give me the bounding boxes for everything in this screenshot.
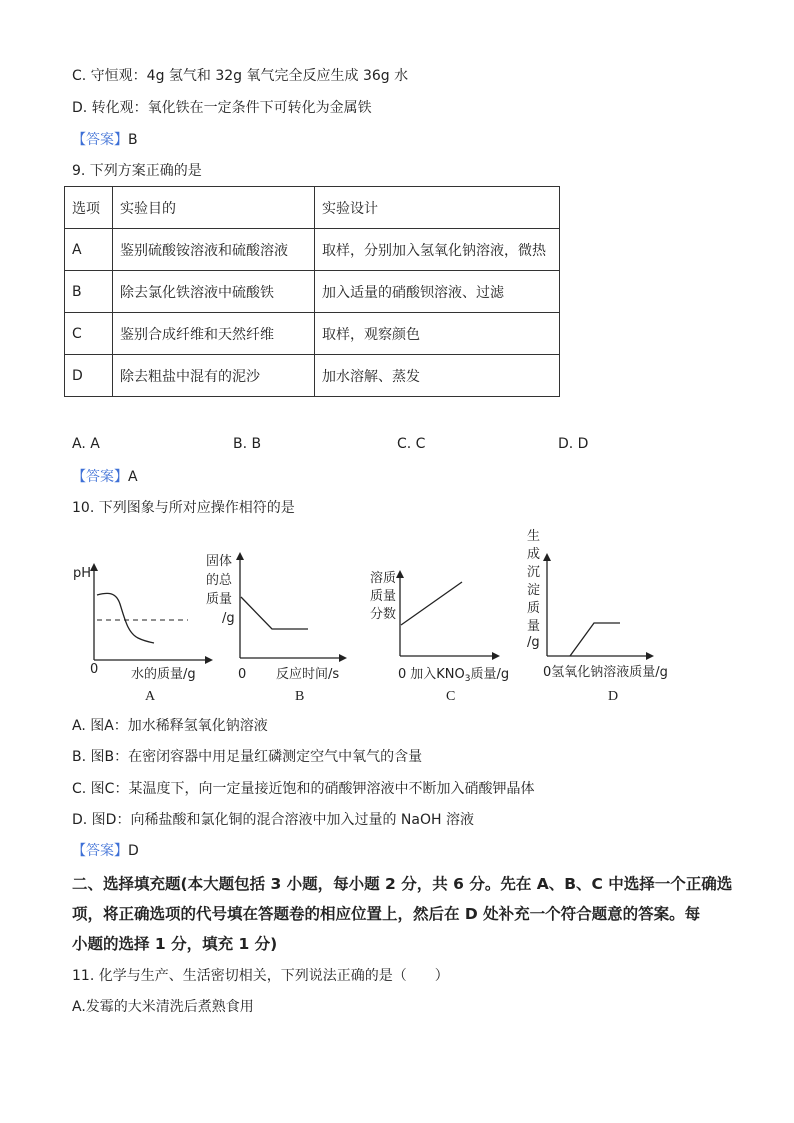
graph-d-x-label-text: 氢氧化钠溶液质量/g (551, 665, 668, 680)
graph-b-y-label-line: 质量 (206, 592, 233, 607)
graph-a-x-label: 水的质量/g (131, 667, 196, 682)
section-heading-line: 小题的选择 1 分，填充 1 分) (72, 935, 278, 953)
q10-option-d: D. 图D：向稀盐酸和氯化铜的混合溶液中加入过量的 NaOH 溶液 (72, 812, 474, 828)
q8-option-c: C. 守恒观：4g 氢气和 32g 氧气完全反应生成 36g 水 (72, 68, 409, 84)
graph-d-y-label-line: 淀 (527, 583, 541, 598)
q10-option-b: B. 图B：在密闭容器中用足量红磷测定空气中氧气的含量 (72, 749, 423, 765)
table-cell: B (65, 271, 113, 313)
graph-c-x-label-post: 质量/g (470, 667, 510, 682)
table-header-row (65, 187, 560, 229)
graph-d (527, 528, 668, 704)
table-row (65, 355, 560, 397)
table-cell: C (65, 313, 113, 355)
graph-d-caption: D (608, 689, 619, 704)
table-row (65, 229, 560, 271)
graph-a-caption: A (145, 689, 156, 704)
q11-stem: 11. 化学与生产、生活密切相关，下列说法正确的是（ ） (72, 968, 449, 984)
graph-d-y-label-line: /g (527, 635, 540, 650)
graph-d-y-label-line: 质 (527, 601, 541, 616)
graph-c-caption: C (446, 689, 456, 704)
graph-b-y-label-line: 固体 (206, 554, 233, 569)
graph-a-origin: 0 (90, 662, 99, 677)
graph-b-line (241, 597, 308, 629)
graph-c (370, 570, 509, 704)
table-row (65, 271, 560, 313)
q9-option-b: B. B (233, 436, 262, 452)
table-cell: 除去氯化铁溶液中硫酸铁 (113, 271, 315, 313)
table-cell: A (65, 229, 113, 271)
graph-c-x-label-sub: 3 (464, 674, 471, 684)
graph-d-origin: 0 (543, 665, 552, 680)
answer-label: 【答案】 (72, 132, 128, 148)
graph-d-y-label-line: 成 (527, 547, 541, 562)
graph-b (206, 553, 343, 704)
graph-a-curve (97, 593, 154, 643)
graph-c-line (401, 582, 462, 625)
graph-b-y-label-line: 的总 (206, 573, 233, 588)
graph-c-x-label-pre: 加入KNO (410, 667, 465, 682)
q9-option-c: C. C (397, 436, 426, 452)
table-cell: 加水溶解、蒸发 (315, 355, 560, 397)
table-cell: 鉴别合成纤维和天然纤维 (113, 313, 315, 355)
table-cell: 加入适量的硝酸钡溶液、过滤 (315, 271, 560, 313)
table-cell: 取样，分别加入氢氧化钠溶液，微热 (315, 229, 560, 271)
graph-d-y-label-line: 沉 (527, 565, 541, 580)
q9-table (64, 186, 560, 397)
graph-c-y-label-line: 溶质 (370, 571, 397, 586)
section-heading-line: 项，将正确选项的代号填在答题卷的相应位置上，然后在 D 处补充一个符合题意的答案。每 (72, 905, 701, 923)
section-heading-line: 二、选择填充题(本大题包括 3 小题，每小题 2 分，共 6 分。先在 A、B、C 中选择一个正确选 (72, 875, 733, 893)
table-cell: 除去粗盐中混有的泥沙 (113, 355, 315, 397)
q9-answer (72, 467, 138, 487)
table-row (65, 313, 560, 355)
graph-d-y-label-line: 量 (527, 619, 541, 634)
table-cell: D (65, 355, 113, 397)
answer-value: B (128, 132, 138, 148)
graph-c-x-label (398, 666, 509, 684)
graph-d-y-label-line: 生 (527, 529, 541, 544)
q8-option-d: D. 转化观：氧化铁在一定条件下可转化为金属铁 (72, 100, 372, 116)
graph-a-y-label: pH (73, 566, 92, 581)
answer-value: D (128, 843, 139, 859)
q10-option-a: A. 图A：加水稀释氢氧化钠溶液 (72, 718, 268, 734)
header-cell: 实验目的 (113, 187, 315, 229)
graph-b-origin: 0 (238, 667, 247, 682)
graph-c-y-label-line: 分数 (370, 607, 397, 622)
q10-answer (72, 841, 139, 861)
q11-option-a: A.发霉的大米清洗后煮熟食用 (72, 999, 254, 1015)
graph-a (73, 566, 209, 704)
graph-c-origin: 0 (398, 667, 407, 682)
graph-c-y-label-line: 质量 (370, 589, 397, 604)
answer-label: 【答案】 (72, 843, 128, 859)
q9-option-a: A. A (72, 436, 100, 452)
answer-value: A (128, 469, 138, 485)
graph-b-y-label-line: /g (222, 611, 235, 626)
graph-b-caption: B (295, 689, 305, 704)
q8-answer (72, 130, 138, 150)
q10-option-c: C. 图C：某温度下，向一定量接近饱和的硝酸钾溶液中不断加入硝酸钾晶体 (72, 781, 535, 797)
header-cell: 实验设计 (315, 187, 560, 229)
q9-stem: 9. 下列方案正确的是 (72, 163, 202, 179)
header-cell: 选项 (65, 187, 113, 229)
table-cell: 鉴别硫酸铵溶液和硫酸溶液 (113, 229, 315, 271)
q10-graphs (0, 520, 794, 710)
graph-d-x-label (543, 664, 668, 680)
answer-label: 【答案】 (72, 469, 128, 485)
q9-option-d: D. D (558, 436, 589, 452)
graph-b-x-label: 反应时间/s (276, 667, 340, 682)
q10-stem: 10. 下列图象与所对应操作相符的是 (72, 500, 295, 516)
graph-d-line (570, 623, 620, 656)
table-cell: 取样，观察颜色 (315, 313, 560, 355)
